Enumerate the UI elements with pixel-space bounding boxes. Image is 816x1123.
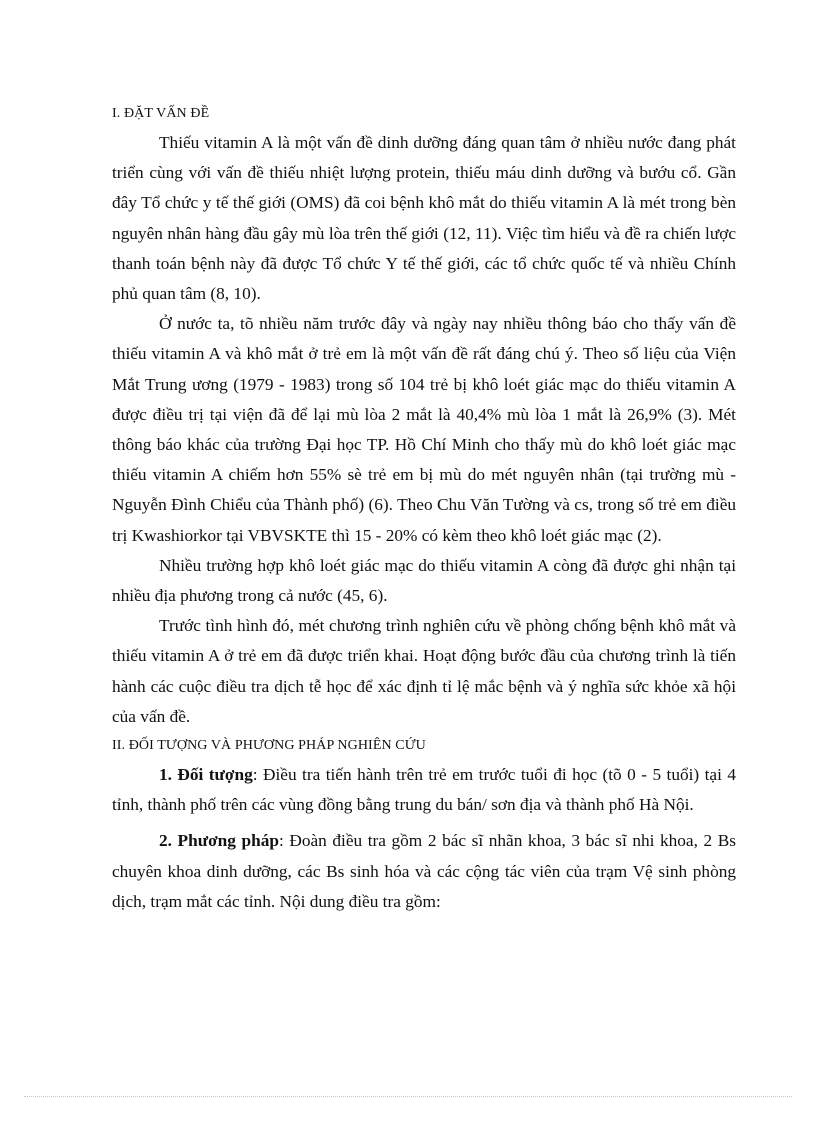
method-text: : Đoàn điều tra gồm 2 bác sĩ nhãn khoa, 3 bác sĩ nhi khoa, 2 Bs chuyên khoa dinh dưỡng, các Bs sinh hóa và các cộng tác viên của trạm Vệ sinh phòng dịch, trạm mắt các tỉnh. Nội dung điều tra gồm:: [112, 831, 736, 911]
subjects-label: 1. Đối tượng: [159, 765, 253, 785]
method-label: 2. Phương pháp: [159, 831, 279, 851]
method-paragraph: [112, 826, 736, 917]
subjects-text: : Điều tra tiến hành trên trẻ em trước tuổi đi học (tõ 0 - 5 tuổi) tại 4 tỉnh, thành phố trên các vùng đồng bằng trung du bán/ sơn địa và thành phố Hà Nội.: [112, 765, 736, 815]
intro-paragraph-3: Nhiều trường hợp khô loét giác mạc do thiếu vitamin A còng đã được ghi nhận tại nhiều địa phương trong cả nước (45, 6).: [112, 555, 736, 606]
section-heading-methods: II. ĐỐI TƯỢNG VÀ PHƯƠNG PHÁP NGHIÊN CỨU: [112, 738, 426, 754]
intro-paragraph-4: Trước tình hình đó, mét chương trình nghiên cứu về phòng chống bệnh khô mắt và thiếu vitamin A ở trẻ em đã được triển khai. Hoạt động bước đầu của chương trình là tiến hành các cuộc điều tra dịch tễ học để xác định tỉ lệ mắc bệnh và ý nghĩa sức khỏe xã hội của vấn đề.: [112, 616, 736, 726]
section-heading-introduction: I. ĐẶT VẤN ĐỀ: [112, 106, 210, 121]
page-bottom-divider: [24, 1096, 792, 1097]
intro-paragraph-1: Thiếu vitamin A là một vấn đề dinh dưỡng đáng quan tâm ở nhiều nước đang phát triển cùng với vấn đề thiếu nhiệt lượng protein, thiếu máu dinh dưỡng và bướu cổ. Gần đây Tổ chức y tế thế giới (OMS) đã coi bệnh khô mắt do thiếu vitamin A là mét trong bèn nguyên nhân hàng đầu gây mù lòa trên thế giới (12, 11). Việc tìm hiểu và đề ra chiến lược thanh toán bệnh này đã được Tổ chức Y tế thế giới, các tổ chức quốc tế và nhiều Chính phủ quan tâm (8, 10).: [112, 133, 736, 304]
intro-paragraph-2: Ở nước ta, tõ nhiều năm trước đây và ngày nay nhiều thông báo cho thấy vấn đề thiếu vitamin A và khô mắt ở trẻ em là một vấn đề rất đáng chú ý. Theo số liệu của Viện Mắt Trung ương (1979 - 1983) trong số 104 trẻ bị khô loét giác mạc do thiếu vitamin A được điều trị tại viện đã để lại mù lòa 2 mắt là 40,4% mù lòa 1 mắt là 26,9% (3). Mét thông báo khác của trường Đại học TP. Hồ Chí Minh cho thấy mù do khô loét giác mạc thiếu vitamin A chiếm hơn 55% sè trẻ em bị mù do mét nguyên nhân (tại trường mù - Nguyễn Đình Chiểu của Thành phố) (6). Theo Chu Văn Tường và cs, trong số trẻ em điều trị Kwashiorkor tại VBVSKTE thì 15 - 20% có kèm theo khô loét giác mạc (2).: [112, 314, 736, 545]
document-page: [112, 100, 736, 917]
subjects-paragraph: [112, 760, 736, 820]
